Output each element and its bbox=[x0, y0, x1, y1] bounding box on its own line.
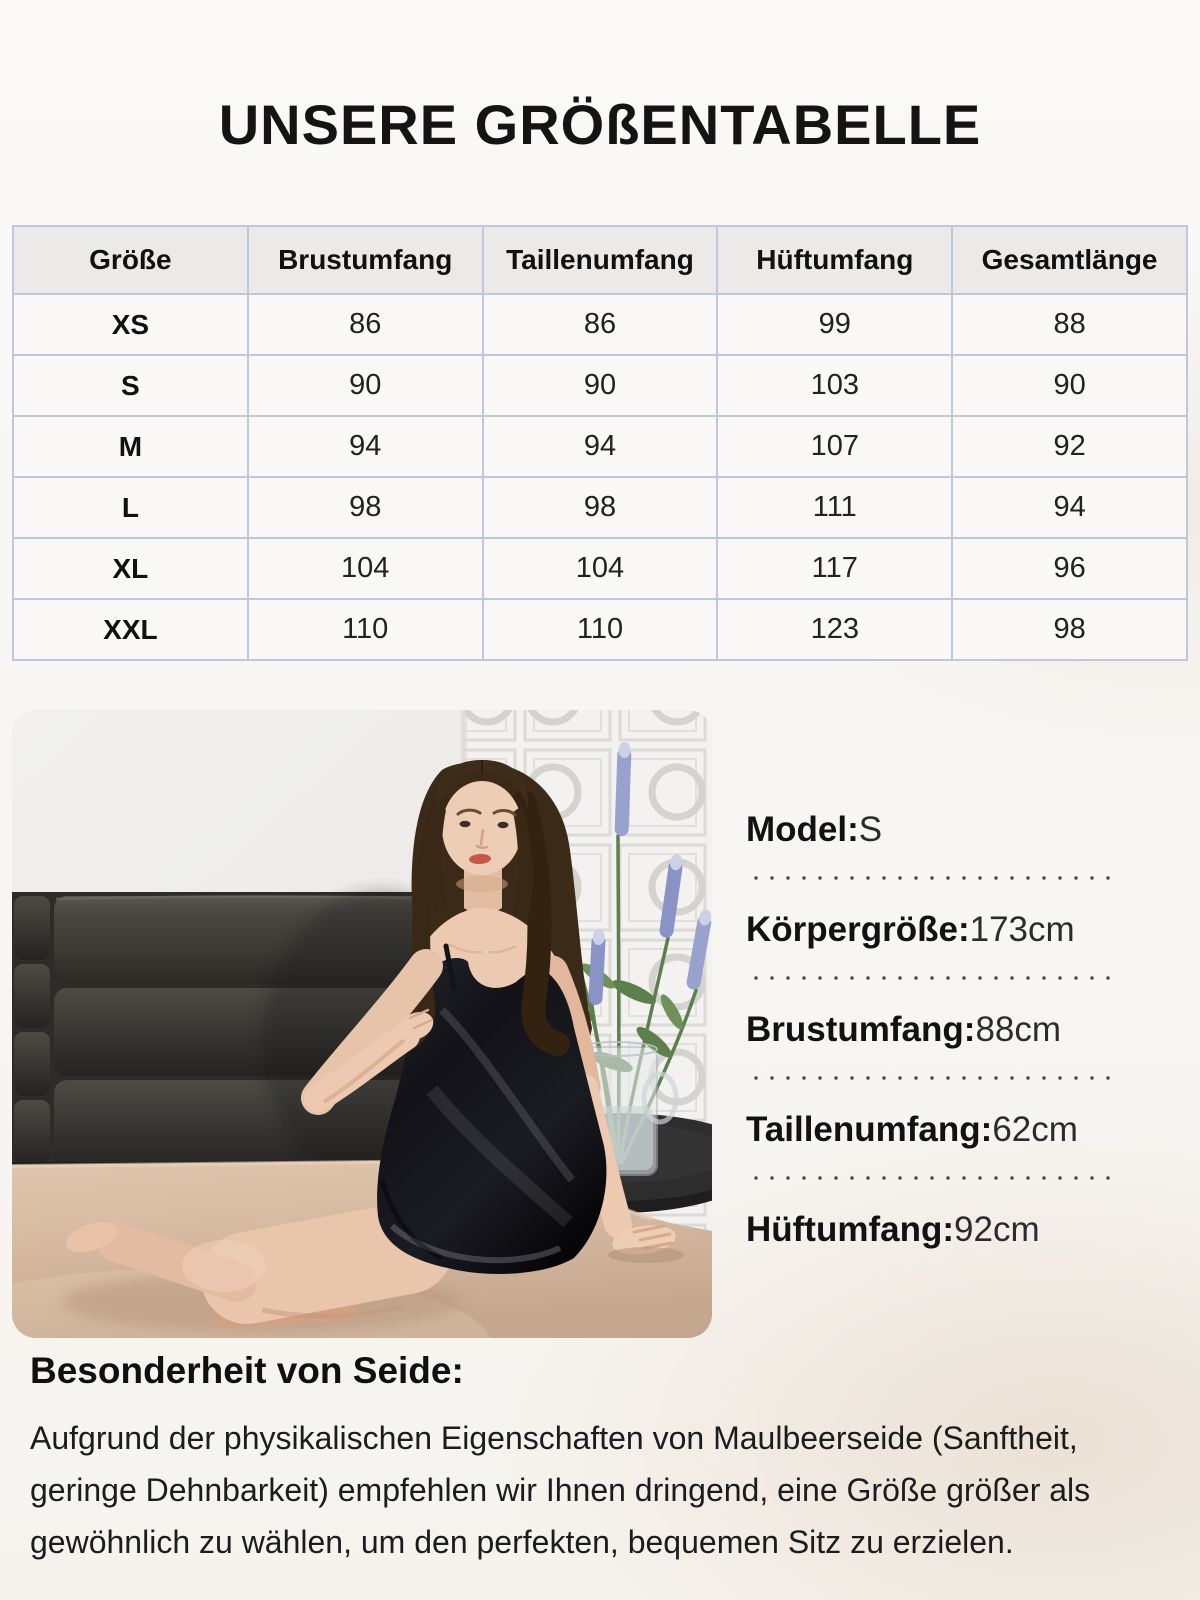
model-info-item bbox=[746, 1206, 1166, 1254]
info-label: Model: bbox=[746, 810, 859, 849]
page-title: UNSERE GRÖßENTABELLE bbox=[218, 93, 982, 156]
table-row bbox=[13, 294, 1187, 355]
cell-value: 98 bbox=[952, 599, 1187, 660]
model-info-item bbox=[746, 1006, 1166, 1054]
model-info-item bbox=[746, 806, 1166, 854]
silk-note-heading: Besonderheit von Seide: bbox=[30, 1350, 464, 1391]
info-label: Taillenumfang: bbox=[746, 1110, 993, 1149]
model-info-item bbox=[746, 1106, 1166, 1154]
cell-value: 90 bbox=[248, 355, 483, 416]
cell-value: 88 bbox=[952, 294, 1187, 355]
info-label: Körpergröße: bbox=[746, 910, 970, 949]
dotted-divider bbox=[748, 876, 1122, 880]
cell-value: 94 bbox=[248, 416, 483, 477]
info-label: Brustumfang: bbox=[746, 1010, 976, 1049]
info-value: 88cm bbox=[975, 1010, 1062, 1049]
cell-value: 94 bbox=[952, 477, 1187, 538]
silk-note-line: Aufgrund der physikalischen Eigenschaften von Maulbeerseide (Sanftheit, bbox=[30, 1420, 1078, 1456]
cell-value: 99 bbox=[717, 294, 952, 355]
cell-value: 86 bbox=[483, 294, 718, 355]
cell-value: 86 bbox=[248, 294, 483, 355]
table-header-row bbox=[13, 226, 1187, 294]
cell-value: 104 bbox=[248, 538, 483, 599]
size-label: XXL bbox=[13, 599, 248, 660]
info-value: 62cm bbox=[992, 1110, 1078, 1149]
cell-value: 98 bbox=[248, 477, 483, 538]
info-value: 173cm bbox=[969, 910, 1075, 949]
column-header-groesse: Größe bbox=[13, 226, 248, 294]
cell-value: 98 bbox=[483, 477, 718, 538]
silk-note bbox=[30, 1350, 1190, 1568]
cell-value: 94 bbox=[483, 416, 718, 477]
model-photo bbox=[12, 710, 712, 1338]
dotted-divider bbox=[748, 1176, 1122, 1180]
size-label: S bbox=[13, 355, 248, 416]
model-info-item bbox=[746, 906, 1166, 954]
cell-value: 90 bbox=[483, 355, 718, 416]
model-info-panel bbox=[746, 806, 1166, 1254]
dotted-divider bbox=[748, 976, 1122, 980]
info-value: S bbox=[858, 810, 883, 849]
cell-value: 96 bbox=[952, 538, 1187, 599]
size-label: XL bbox=[13, 538, 248, 599]
cell-value: 103 bbox=[717, 355, 952, 416]
size-label: XS bbox=[13, 294, 248, 355]
table-row bbox=[13, 416, 1187, 477]
silk-note-line: geringe Dehnbarkeit) empfehlen wir Ihnen dringend, eine Größe größer als bbox=[30, 1472, 1091, 1508]
table-row bbox=[13, 599, 1187, 660]
table-row bbox=[13, 538, 1187, 599]
size-label: M bbox=[13, 416, 248, 477]
cell-value: 110 bbox=[248, 599, 483, 660]
cell-value: 111 bbox=[717, 477, 952, 538]
cell-value: 90 bbox=[952, 355, 1187, 416]
cell-value: 117 bbox=[717, 538, 952, 599]
info-value: 92cm bbox=[954, 1210, 1040, 1249]
size-table bbox=[12, 225, 1188, 661]
column-header-brustumfang: Brustumfang bbox=[248, 226, 483, 294]
column-header-taillenumfang: Taillenumfang bbox=[483, 226, 718, 294]
table-row bbox=[13, 355, 1187, 416]
size-label: L bbox=[13, 477, 248, 538]
cell-value: 107 bbox=[717, 416, 952, 477]
cell-value: 123 bbox=[717, 599, 952, 660]
dotted-divider bbox=[748, 1076, 1122, 1080]
cell-value: 104 bbox=[483, 538, 718, 599]
cell-value: 110 bbox=[483, 599, 718, 660]
cell-value: 92 bbox=[952, 416, 1187, 477]
column-header-gesamtlaenge: Gesamtlänge bbox=[952, 226, 1187, 294]
table-row bbox=[13, 477, 1187, 538]
info-label: Hüftumfang: bbox=[746, 1210, 955, 1249]
column-header-hueftumfang: Hüftumfang bbox=[717, 226, 952, 294]
silk-note-line: gewöhnlich zu wählen, um den perfekten, bequemen Sitz zu erzielen. bbox=[30, 1524, 1014, 1560]
